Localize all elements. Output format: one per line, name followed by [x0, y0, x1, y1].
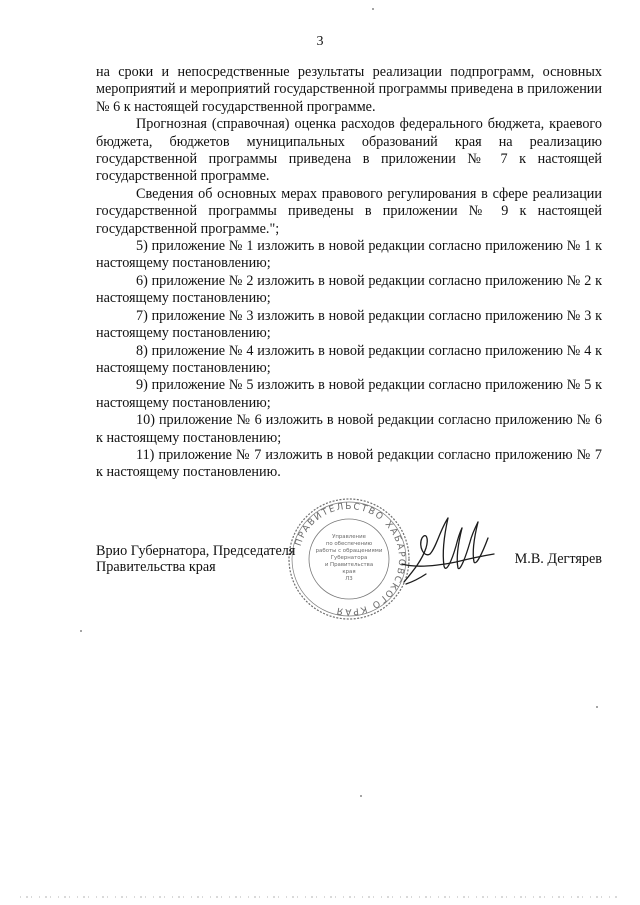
scan-speck	[80, 630, 82, 632]
seal-inner-line: Управление	[332, 534, 366, 540]
document-body	[96, 64, 602, 482]
paragraph-legal-regulation: Сведения об основных мерах правового регулирования в сфере реализации государственной программы приведены в приложении № 9 к настоящей государственной программе.";	[96, 185, 602, 237]
signatory-name: М.В. Дегтярев	[514, 551, 602, 567]
list-item-appendix-4: 8) приложение № 4 изложить в новой редакции согласно приложению № 4 к настоящему постановлению;	[96, 342, 602, 376]
official-seal-stamp	[286, 496, 412, 622]
list-item-appendix-6: 10) приложение № 6 изложить в новой редакции согласно приложению № 6 к настоящему постановлению;	[96, 412, 602, 446]
paragraph-continuation: на сроки и непосредственные результаты реализации подпрограмм, основных мероприятий и мероприятий государственной программы приведена в приложении № 6 к настоящей государственной программе.	[96, 64, 602, 115]
seal-inner-line: края	[342, 569, 356, 575]
list-item-appendix-5: 9) приложение № 5 изложить в новой редакции согласно приложению № 5 к настоящему постановлению;	[96, 377, 602, 411]
signatory-position	[96, 544, 295, 575]
seal-inner-line: по обеспечению	[325, 541, 373, 547]
seal-inner-line: Л3	[345, 576, 353, 582]
scan-speck	[372, 8, 374, 10]
list-item-appendix-2: 6) приложение № 2 изложить в новой редакции согласно приложению № 2 к настоящему постановлению;	[96, 272, 602, 307]
handwritten-signature	[396, 508, 496, 592]
page-number: 3	[316, 34, 324, 49]
paragraph-budget-estimate: Прогнозная (справочная) оценка расходов федерального бюджета, краевого бюджета, бюджетов муниципальных образований края на реализацию государственной программы приведена в приложении № 7 к настоящей государственной программе.	[96, 116, 602, 185]
scan-speck	[360, 795, 362, 797]
position-line-2: Правительства края	[96, 558, 216, 575]
list-item-appendix-3: 7) приложение № 3 изложить в новой редакции согласно приложению № 3 к настоящему постановлению;	[96, 307, 602, 342]
position-line-1: Врио Губернатора, Председателя	[96, 543, 296, 559]
seal-inner-line: и Правительства	[324, 562, 374, 568]
scan-footer-noise	[0, 895, 640, 899]
seal-inner-line: Губернатора	[330, 555, 368, 561]
seal-inner-line: работы с обращениями	[315, 548, 383, 554]
list-item-appendix-1: 5) приложение № 1 изложить в новой редакции согласно приложению № 1 к настоящему постановлению;	[96, 238, 602, 272]
scan-speck	[596, 706, 598, 708]
svg-text:ПРАВИТЕЛЬСТВО ХАБАРОВСКОГО КРА: ПРАВИТЕЛЬСТВО ХАБАРОВСКОГО КРАЯ	[293, 501, 407, 617]
list-item-appendix-7: 11) приложение № 7 изложить в новой редакции согласно приложению № 7 к настоящему постановлению.	[96, 446, 602, 481]
